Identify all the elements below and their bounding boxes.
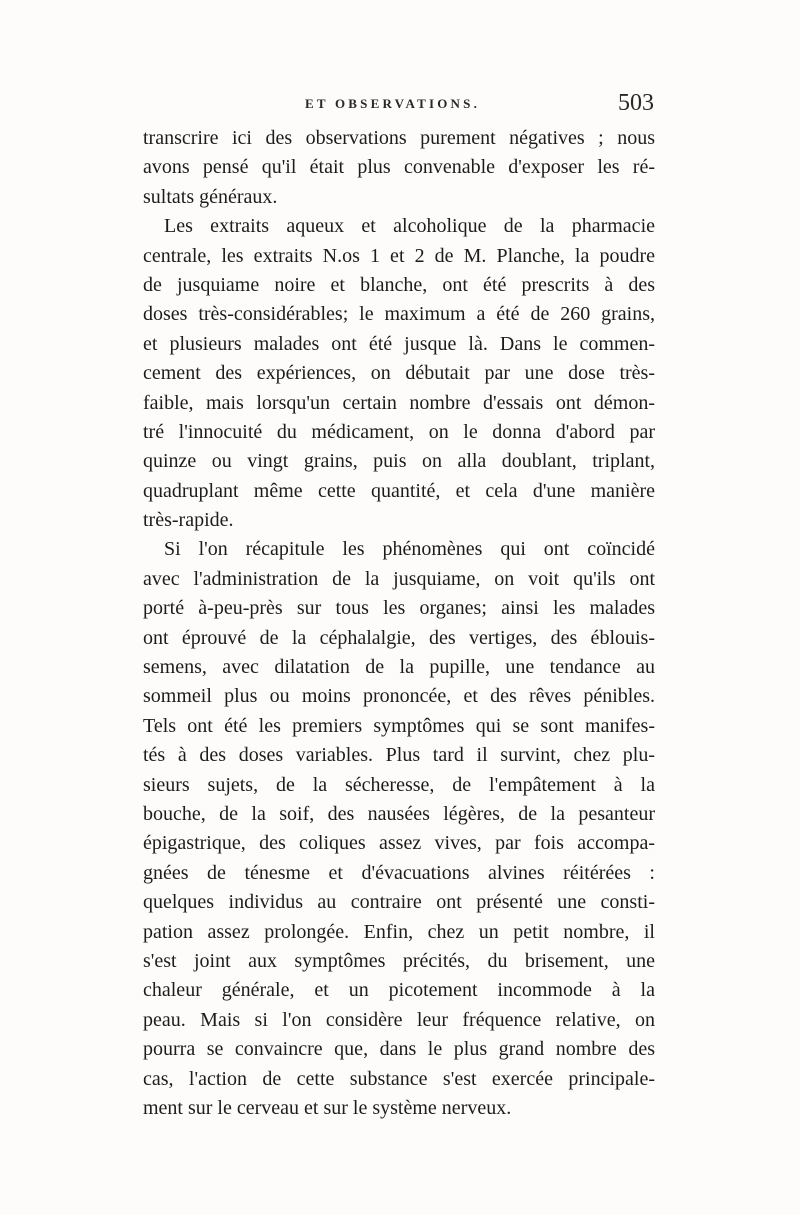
text-line: très-rapide. [143, 509, 234, 532]
text-line: épigastrique, des coliques assez vives, par fois accompa- [143, 832, 655, 855]
text-line: sultats généraux. [143, 185, 278, 208]
text-line: semens, avec dilatation de la pupille, une tendance au [143, 656, 655, 679]
text-line: avons pensé qu'il était plus convenable d'exposer les ré- [143, 156, 655, 179]
text-line: Tels ont été les premiers symptômes qui se sont manifes- [143, 714, 655, 737]
text-line: ment sur le cerveau et sur le système nerveux. [143, 1096, 512, 1119]
text-line: Les extraits aqueux et alcoholique de la pharmacie [164, 215, 655, 238]
text-line: sommeil plus ou moins prononcée, et des rêves pénibles. [143, 685, 655, 708]
text-line: centrale, les extraits N.os 1 et 2 de M. Planche, la poudre [143, 244, 655, 267]
text-line: bouche, de la soif, des nausées légères, de la pesanteur [143, 802, 655, 825]
page-number: 503 [618, 90, 654, 116]
text-line: quinze ou vingt grains, puis on alla doublant, triplant, [143, 450, 655, 473]
text-line: ont éprouvé de la céphalalgie, des vertiges, des éblouis- [143, 626, 655, 649]
text-line: avec l'administration de la jusquiame, on voit qu'ils ont [143, 567, 655, 590]
text-line: s'est joint aux symptômes précités, du brisement, une [143, 949, 655, 972]
text-line: faible, mais lorsqu'un certain nombre d'essais ont démon- [143, 391, 655, 414]
text-line: cement des expériences, on débutait par une dose très- [143, 362, 655, 385]
text-line: porté à-peu-près sur tous les organes; ainsi les malades [143, 597, 655, 620]
text-line: pourra se convaincre que, dans le plus grand nombre des [143, 1038, 655, 1061]
body-text [143, 124, 655, 1123]
text-line: peau. Mais si l'on considère leur fréquence relative, on [143, 1008, 655, 1031]
text-line: transcrire ici des observations purement négatives ; nous [143, 127, 655, 149]
text-line: chaleur générale, et un picotement incommode à la [143, 979, 655, 1002]
text-line: gnées de ténesme et d'évacuations alvines réitérées : [143, 861, 655, 884]
page-header [138, 90, 658, 120]
text-line: de jusquiame noire et blanche, ont été prescrits à des [143, 273, 655, 296]
text-line: quelques individus au contraire ont présenté une consti- [143, 891, 655, 914]
text-line: Si l'on récapitule les phénomènes qui ont coïncidé [164, 538, 655, 561]
text-line: pation assez prolongée. Enfin, chez un petit nombre, il [143, 920, 655, 943]
text-line: quadruplant même cette quantité, et cela d'une manière [143, 479, 655, 502]
running-head: ET OBSERVATIONS. [305, 96, 481, 111]
text-line: cas, l'action de cette substance s'est exercée principale- [143, 1067, 655, 1090]
text-line: sieurs sujets, de la sécheresse, de l'empâtement à la [143, 773, 655, 796]
text-line: doses très-considérables; le maximum a été de 260 grains, [143, 303, 655, 326]
text-line: et plusieurs malades ont été jusque là. Dans le commen- [143, 332, 655, 355]
text-line: tés à des doses variables. Plus tard il survint, chez plu- [143, 744, 655, 767]
text-line: tré l'innocuité du médicament, on le donna d'abord par [143, 420, 655, 443]
